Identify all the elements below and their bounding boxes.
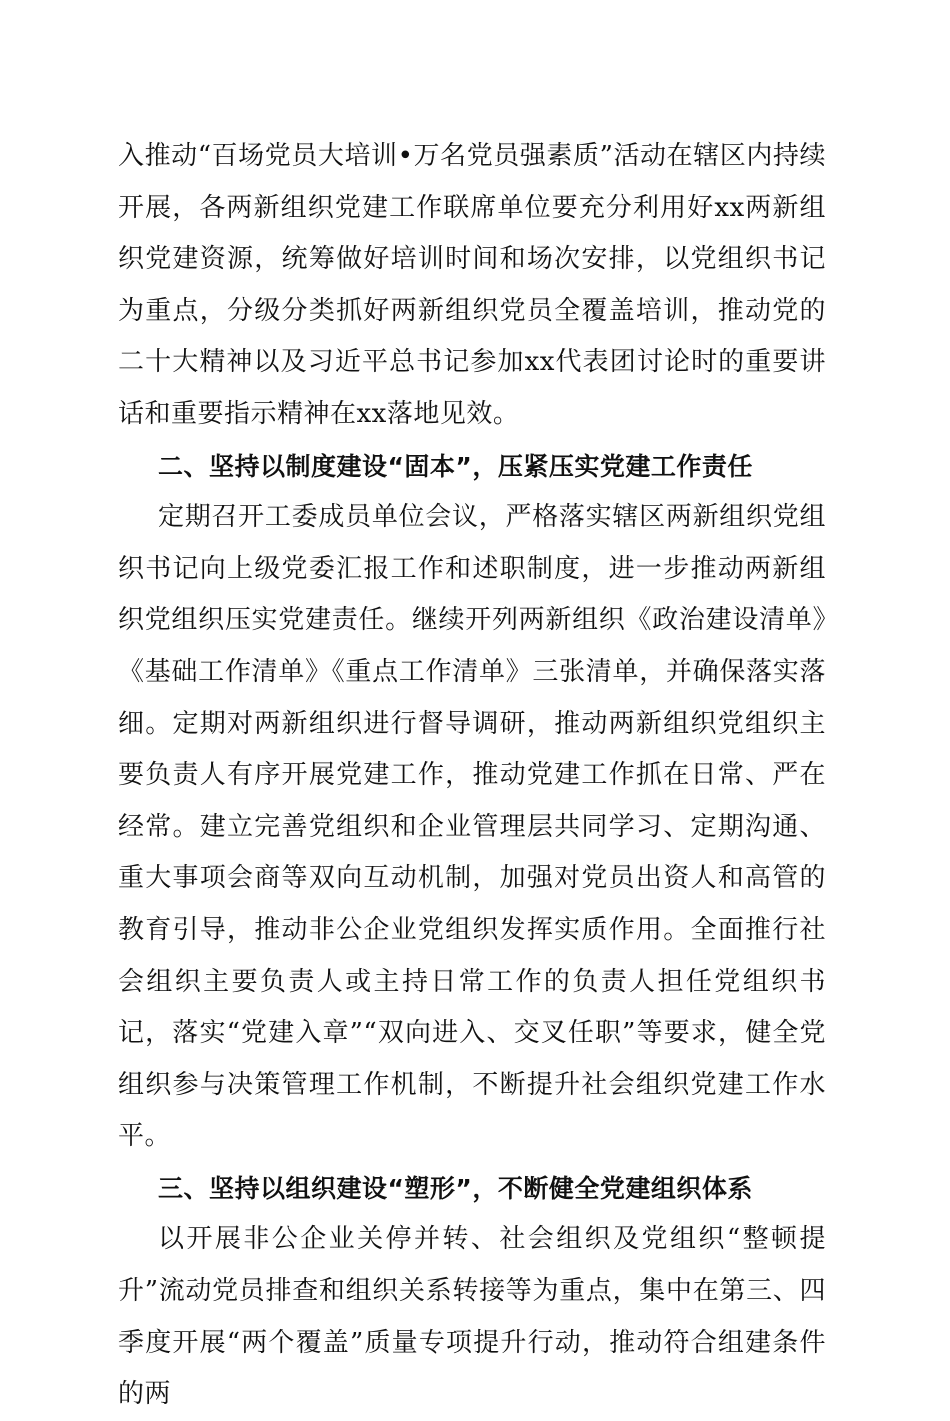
section-heading-3: 三、坚持以组织建设“塑形”，不断健全党建组织体系 xyxy=(158,1173,753,1203)
paragraph-organization-building: 以开展非公企业关停并转、社会组织及党组织“整顿提升”流动党员排查和组织关系转接等为重点，集中在第三、四季度开展“两个覆盖”质量专项提升行动，推动符合组建条件的两 xyxy=(118,1224,826,1410)
section-heading-2: 二、坚持以制度建设“固本”，压紧压实党建工作责任 xyxy=(158,451,753,481)
document-body xyxy=(118,131,826,1421)
paragraph-training: 入推动“百场党员大培训•万名党员强素质”活动在辖区内持续开展，各两新组织党建工作联席单位要充分利用好xx两新组织党建资源，统筹做好培训时间和场次安排，以党组织书记为重点，分级分类抓好两新组织党员全覆盖培训，推动党的二十大精神以及习近平总书记参加xx代表团讨论时的重要讲话和重要指示精神在xx落地见效。 xyxy=(118,141,826,429)
paragraph-system-building: 定期召开工委成员单位会议，严格落实辖区两新组织党组织书记向上级党委汇报工作和述职制度，进一步推动两新组织党组织压实党建责任。继续开列两新组织《政治建设清单》《基础工作清单》《重点工作清单》三张清单，并确保落实落细。定期对两新组织进行督导调研，推动两新组织党组织主要负责人有序开展党建工作，推动党建工作抓在日常、严在经常。建立完善党组织和企业管理层共同学习、定期沟通、重大事项会商等双向互动机制，加强对党员出资人和高管的教育引导，推动非公企业党组织发挥实质作用。全面推行社会组织主要负责人或主持日常工作的负责人担任党组织书记，落实“党建入章”“双向进入、交叉任职”等要求，健全党组织参与决策管理工作机制，不断提升社会组织党建工作水平。 xyxy=(118,502,826,1152)
